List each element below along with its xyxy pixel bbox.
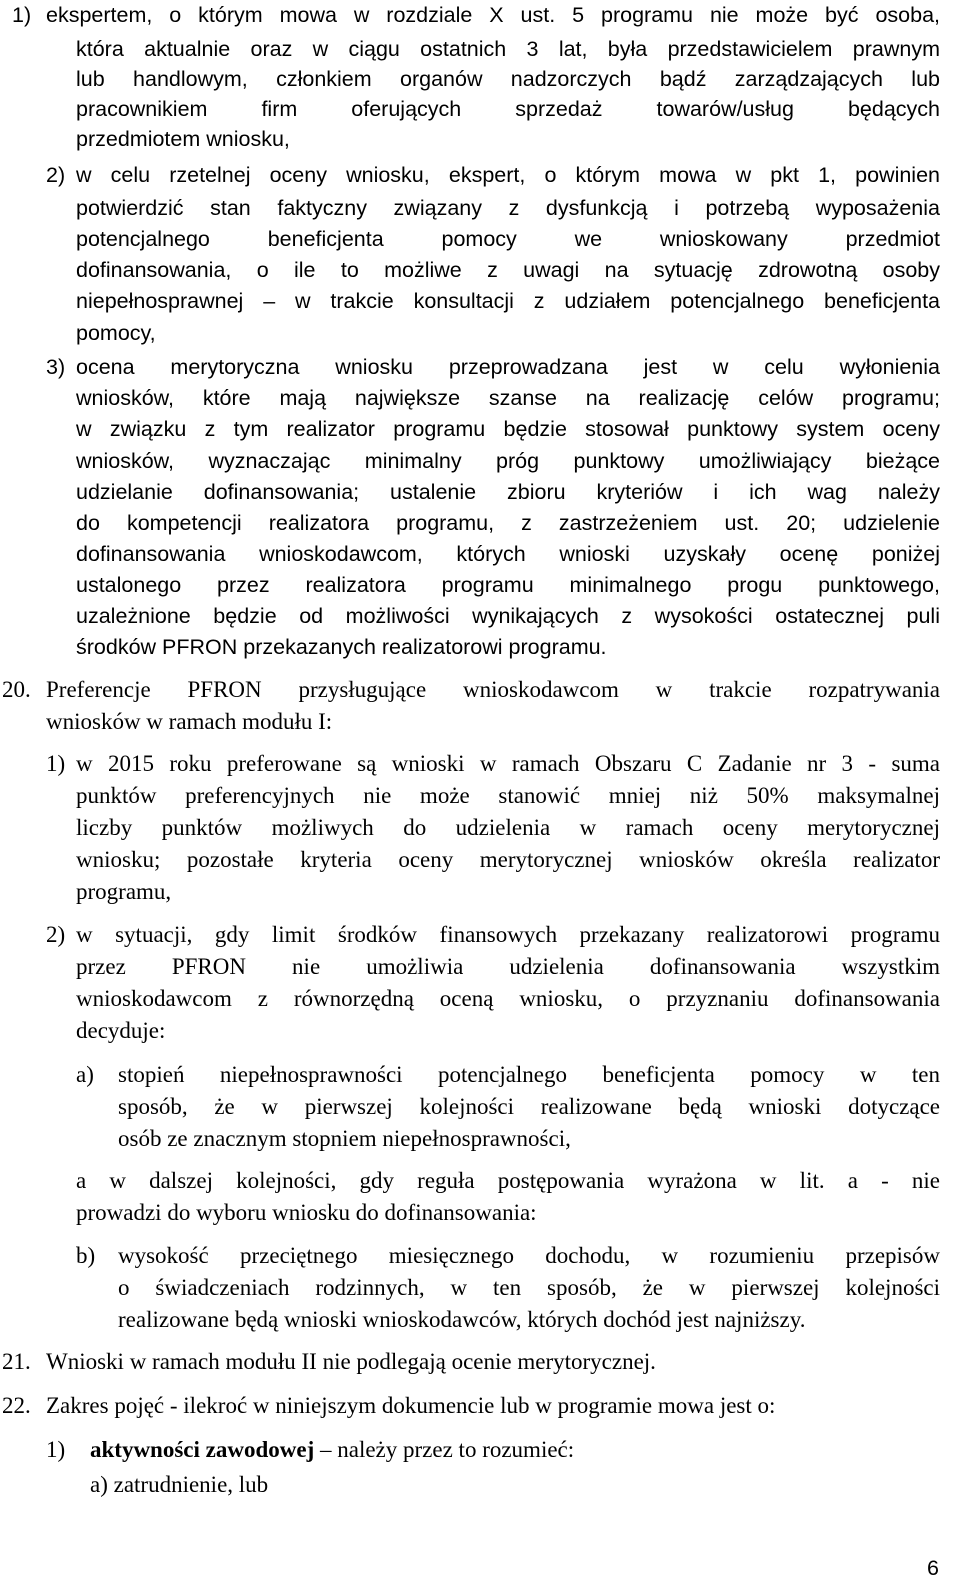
section-21-text: Wnioski w ramach modułu II nie podlegają ocenie merytorycznej. [46,1349,656,1374]
definition-rest: – należy przez to rozumieć: [314,1437,575,1462]
section-20-line: wniosków w ramach modułu I: [46,709,333,734]
subitem-b-line: realizowane będą wnioski wnioskodawców, których dochód jest najniższy. [118,1307,806,1332]
point-1-line: pracownikiem firm oferujących sprzedaż towarów/usług będących [76,97,940,121]
point-3-line: dofinansowania wnioskodawcom, których wnioski uzyskały ocenę poniżej [76,542,940,566]
point-3-line: środków PFRON przekazanych realizatorowi programu. [76,635,607,659]
subitem-marker: a) [76,1062,94,1087]
section-20-item-2-line: decyduje: [76,1018,166,1043]
note-line: prowadzi do wyboru wniosku do dofinansowania: [76,1200,537,1225]
defined-term: aktywności zawodowej [90,1437,315,1462]
point-1-line: która aktualnie oraz w ciągu ostatnich 3 lat, była przedstawicielem prawnym [76,37,940,61]
point-2-line: potwierdzić stan faktyczny związany z dysfunkcją i potrzebą wyposażenia [76,196,940,220]
point-2-line: w celu rzetelnej oceny wniosku, ekspert, o którym mowa w pkt 1, powinien [76,163,940,187]
point-marker: 2) [46,163,66,187]
section-20-item-2-line: wnioskodawcom z równorzędną oceną wniosku, o przyznaniu dofinansowania [76,986,940,1011]
point-3-line: ustalonego przez realizatora programu minimalnego progu punktowego, [76,573,940,597]
item-marker: 1) [46,1437,66,1462]
point-2-line: pomocy, [76,321,156,345]
item-marker: 2) [46,922,66,947]
section-22-text: Zakres pojęć - ilekroć w niniejszym dokumencie lub w programie mowa jest o: [46,1393,776,1418]
point-marker: 3) [46,355,66,379]
section-20-item-2-line: przez PFRON nie umożliwia udzielenia dofinansowania wszystkim [76,954,940,979]
subitem-a-line: osób ze znacznym stopniem niepełnosprawności, [118,1126,571,1151]
section-20-item-1-line: programu, [76,879,172,904]
section-20-item-1-line: liczby punktów możliwych do udzielenia w ramach oceny merytorycznej [76,815,940,840]
section-20-line: Preferencje PFRON przysługujące wnioskodawcom w trakcie rozpatrywania [46,677,940,702]
section-20-item-1-line: punktów preferencyjnych nie może stanowić mniej niż 50% maksymalnej [76,783,940,808]
section-number: 20. [2,677,31,702]
point-3-line: w związku z tym realizator programu będzie stosował punktowy system oceny [76,417,940,441]
section-20-item-1-line: w 2015 roku preferowane są wnioski w ramach Obszaru C Zadanie nr 3 - suma [76,751,940,776]
definition-subitem: a) zatrudnienie, lub [90,1472,269,1497]
point-1-line: lub handlowym, członkiem organów nadzorczych bądź zarządzających lub [76,67,940,91]
section-20-item-2-line: w sytuacji, gdy limit środków finansowych przekazany realizatorowi programu [76,922,940,947]
subitem-marker: b) [76,1243,96,1268]
point-2-line: niepełnosprawnej – w trakcie konsultacji z udziałem potencjalnego beneficjenta [76,289,940,313]
point-3-line: wniosków, które mają największe szanse na realizację celów programu; [76,386,940,410]
section-number: 22. [2,1393,31,1418]
point-3-line: udzielanie dofinansowania; ustalenie zbioru kryteriów i ich wag należy [76,480,940,504]
point-2-line: dofinansowania, o ile to możliwe z uwagi na sytuację zdrowotną osoby [76,258,940,282]
subitem-b-line: o świadczeniach rodzinnych, w ten sposób, że w pierwszej kolejności [118,1275,940,1300]
point-1-line: ekspertem, o którym mowa w rozdziale X ust. 5 programu nie może być osoba, [46,3,940,27]
note-line: a w dalszej kolejności, gdy reguła postępowania wyrażona w lit. a - nie [76,1168,940,1193]
point-3-line: uzależnione będzie od możliwości wynikających z wysokości ostatecznej puli [76,604,940,628]
point-2-line: potencjalnego beneficjenta pomocy we wnioskowany przedmiot [76,227,940,251]
section-20-item-1-line: wniosku; pozostałe kryteria oceny merytorycznej wniosków określa realizator [76,847,940,872]
point-3-line: wniosków, wyznaczając minimalny próg punktowy umożliwiający bieżące [76,449,940,473]
point-1-line: przedmiotem wniosku, [76,127,290,151]
subitem-a-line: stopień niepełnosprawności potencjalnego beneficjenta pomocy w ten [118,1062,940,1087]
definition-line [90,1435,574,1465]
page-number: 6 [927,1556,939,1580]
point-3-line: ocena merytoryczna wniosku przeprowadzana jest w celu wyłonienia [76,355,940,379]
subitem-b-line: wysokość przeciętnego miesięcznego dochodu, w rozumieniu przepisów [118,1243,940,1268]
subitem-a-line: sposób, że w pierwszej kolejności realizowane będą wnioski dotyczące [118,1094,940,1119]
point-3-line: do kompetencji realizatora programu, z zastrzeżeniem ust. 20; udzielenie [76,511,940,535]
point-marker: 1) [12,3,32,27]
item-marker: 1) [46,751,66,776]
section-number: 21. [2,1349,31,1374]
